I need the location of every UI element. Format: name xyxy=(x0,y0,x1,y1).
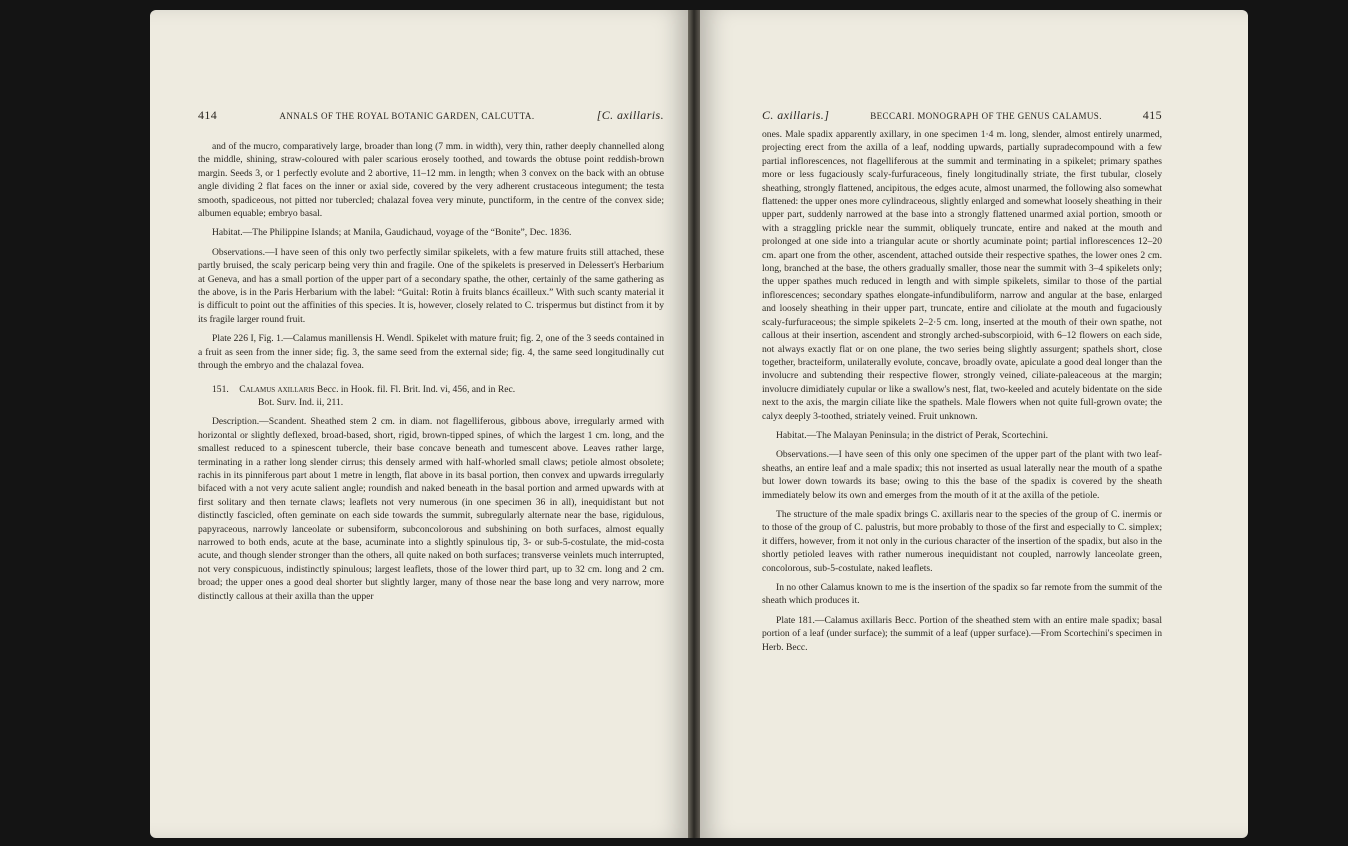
plate-caption: Plate 226 I, Fig. 1.—Calamus manillensis H. Wendl. Spikelet with mature fruit; fig. 2, one of the 3 seeds contained in a fruit as seen from the inner side; fig. 3, the same seed from the external side; fig. 4, the same seed longitudinally cut through the embryo and the chalazal fovea. xyxy=(198,333,664,372)
left-page-number: 414 xyxy=(198,108,218,122)
species-citation: Becc. in Hook. fil. Fl. Brit. Ind. vi, 456, and in Rec. xyxy=(316,383,516,395)
right-page-number: 415 xyxy=(1142,108,1162,122)
description-paragraph: Description.—Scandent. Sheathed stem 2 cm. in diam. not flagelliferous, gibbous above, irregularly armed with horizontal or slightly deflexed, broad-based, short, rigid, brown-tipped spines, of which the largest 1 cm. long, and the smallest reduced to a spinescent tubercle, their base concave beneath and tumescent above. Leaves rather large, terminating in a rather long slender cirrus; this densely armed with half-whorled small claws; petiole almost obsolete; rachis in its pinniferous part about 1 metre in length, flat above in its basal portion, then convex and upwards irregularly bifaced with a not very acute salient angle; roundish and naked beneath in the basal portion and armed upwards with at first solitary and then ternate claws; leaflets not very numerous (in one specimen 36 in all), inequidistant but not distinctly fascicled, often geminate on each side towards the summit, subregularly alternate near the base, rigidulous, papyraceous, narrowly lanceolate or subensiform, subconcolorous and subshining on both surfaces, almost equally narrowed to both ends, acute at the base, acuminate into a slightly spinulous tip, 3- or sub-5-costulate, the mid-costa acute, and though slender stronger than the others, all quite naked on both surfaces; transverse veinlets much interrupted, not very conspicuous, indistinctly spinulous; largest leaflets, those of the lower third part, up to 32 cm. long and 2 cm. broad; the upper ones a good deal shorter but slightly larger, many of those near the base long and very narrow, more distinctly callous at their axilla than the upper xyxy=(198,416,664,602)
observations-paragraph: Observations.—I have seen of this only one specimen of the upper part of the plant with two leaf-sheaths, an entire leaf and a male spadix; this not inserted as usual laterally near the mouth of a spathe but lower down towards its base; owing to this the base of the spadix is covered by the sheath immediately below its own and emerges from the mouth of it at the axilla of the petiole. xyxy=(762,449,1162,501)
left-page xyxy=(150,10,688,838)
plate-caption: Plate 181.—Calamus axillaris Becc. Portion of the sheathed stem with an entire male spadix; basal portion of a leaf (under surface); the summit of a leaf (upper surface).—From Scortechini's specimen in Herb. Becc. xyxy=(762,614,1162,653)
right-page xyxy=(700,10,1248,838)
paragraph: The structure of the male spadix brings C. axillaris near to the species of the group of C. inermis or to those of the group of C. palustris, but more probably to those of the first and especially to C. simplex; it differs, however, from it not only in the curious character of the insertion of the spadix, but also in the shortly petioled leaves with rather numerous inequidistant not coupled, narrowly lanceolate green, concolorous, sub-5-costulate, naked leaflets. xyxy=(762,508,1162,574)
habitat-paragraph: Habitat.—The Malayan Peninsula; in the district of Perak, Scortechini. xyxy=(776,429,1049,441)
right-running-header xyxy=(762,108,1162,123)
left-running-header xyxy=(198,108,664,123)
description-continued: ones. Male spadix apparently axillary, in one specimen 1·4 m. long, slender, almost entirely unarmed, projecting erect from the axilla of a leaf, nodding upwards, partially supradecompound with a few partial inflorescences, not flagelliferous at the summit and terminating in a spikelet; primary spathes more or less fugaciously scaly-furfuraceous, finely longitudinally striate, the first tubular, closely sheathing, strongly flattened, ancipitous, the edges acute, almost unarmed, the following also somewhat flattened: the upper ones more cylindraceous, slightly enlarged and somewhat loosely sheathing in their upper part, suddenly narrowed at the base into a strongly flattened unarmed axial portion, smooth or with a straggling prickle near the summit, obliquely truncate, entire and naked at the mouth and prolonged at one side into a triangular acute or shortly acuminate point; partial inflorescences 12–20 cm. apart one from the other, ascendent, attached outside their respective spathes, the lower ones 2 cm. long, branched at the base, the others gradually smaller, those near the summit with 3–4 spikelets only; the upper spathes much reduced in length and with simple spikelets, similar to those of the partial inflorescences; secondary spathes elongate-infundibuliform, narrow and angular at the base, enlarged and loosely sheathing in their upper part, truncate, entire and ciliolate at the mouth and fugaciously scaly-furfuraceous; the simple spikelets 2–2·5 cm. long, inserted at the mouth of their own spathe, not callous at their insertion, ascendent and strongly arched-subscorpioid, with 6–12 flowers on each side, not always exactly flat or on one plane, the two series being slightly assurgent; spathels short, close together, bracteiform, unilaterally evolute, concave, broadly ovate, apiculate a good deal longer than the involucre and subtending their respective flower, strongly veined, ciliate-paleaceous at the margin; involucre dimidiately cupular or like a swallow's nest, flat, two-keeled and acutely bidentate on the side next to the axis, the margin ciliate like the spathels. Male flowers when not quite full-grown ovate; the calyx deeply 3-toothed, striately veined. Fruit unknown. xyxy=(762,129,1162,422)
right-species-tag: C. axillaris.] xyxy=(762,108,830,122)
book-gutter xyxy=(688,10,700,838)
species-number: 151. xyxy=(212,383,229,395)
left-running-title: ANNALS OF THE ROYAL BOTANIC GARDEN, CALCUTTA. xyxy=(279,111,535,121)
left-species-tag: [C. axillaris. xyxy=(596,108,664,122)
paragraph: and of the mucro, comparatively large, broader than long (7 mm. in width), very thin, rather deeply channelled along the middle, shining, straw-coloured with paler scarious erosely toothed, and towards the obtuse point reddish-brown margin. Seeds 3, or 1 perfectly evolute and 2 abortive, 11–12 mm. in length; when 3 convex on the back with an obtuse angle dividing 2 flat faces on the inner or axial side, covered by the very adherent crustaceous integument; the testa smooth, spadiceous, not pitted nor tubercled; chalazal fovea very minute, punctiform, in the centre of the convex side; albumen equable; embryo basal. xyxy=(198,141,664,220)
right-running-title: BECCARI. MONOGRAPH OF THE GENUS CALAMUS. xyxy=(870,111,1102,121)
species-citation-continued: Bot. Surv. Ind. ii, 211. xyxy=(258,396,344,408)
left-body-text xyxy=(198,140,664,609)
species-name: Calamus axillaris xyxy=(239,383,315,395)
species-heading xyxy=(198,383,664,396)
paragraph: In no other Calamus known to me is the insertion of the spadix so far remote from the summit of the sheath which produces it. xyxy=(762,582,1162,607)
right-body-text xyxy=(762,128,1162,660)
observations-paragraph: Observations.—I have seen of this only two perfectly similar spikelets, with a few mature fruits still attached, these partly bruised, the scaly pericarp being very thin and fragile. One of the spikelets is preserved in Delessert's Herbarium at Geneva, and has a small portion of the upper part of a secondary spathe, the other, certainly of the same gathering as the above, is in the Paris Herbarium with the label: “Guital: Rotin à fruits blancs écailleux.” With such scanty material it is difficult to point out the affinities of this species. It is, however, closely related to C. trispermus but distinct from it by its fragile larger round fruit. xyxy=(198,246,664,325)
habitat-paragraph: Habitat.—The Philippine Islands; at Manila, Gaudichaud, voyage of the “Bonite”, Dec. 1836. xyxy=(212,227,572,239)
